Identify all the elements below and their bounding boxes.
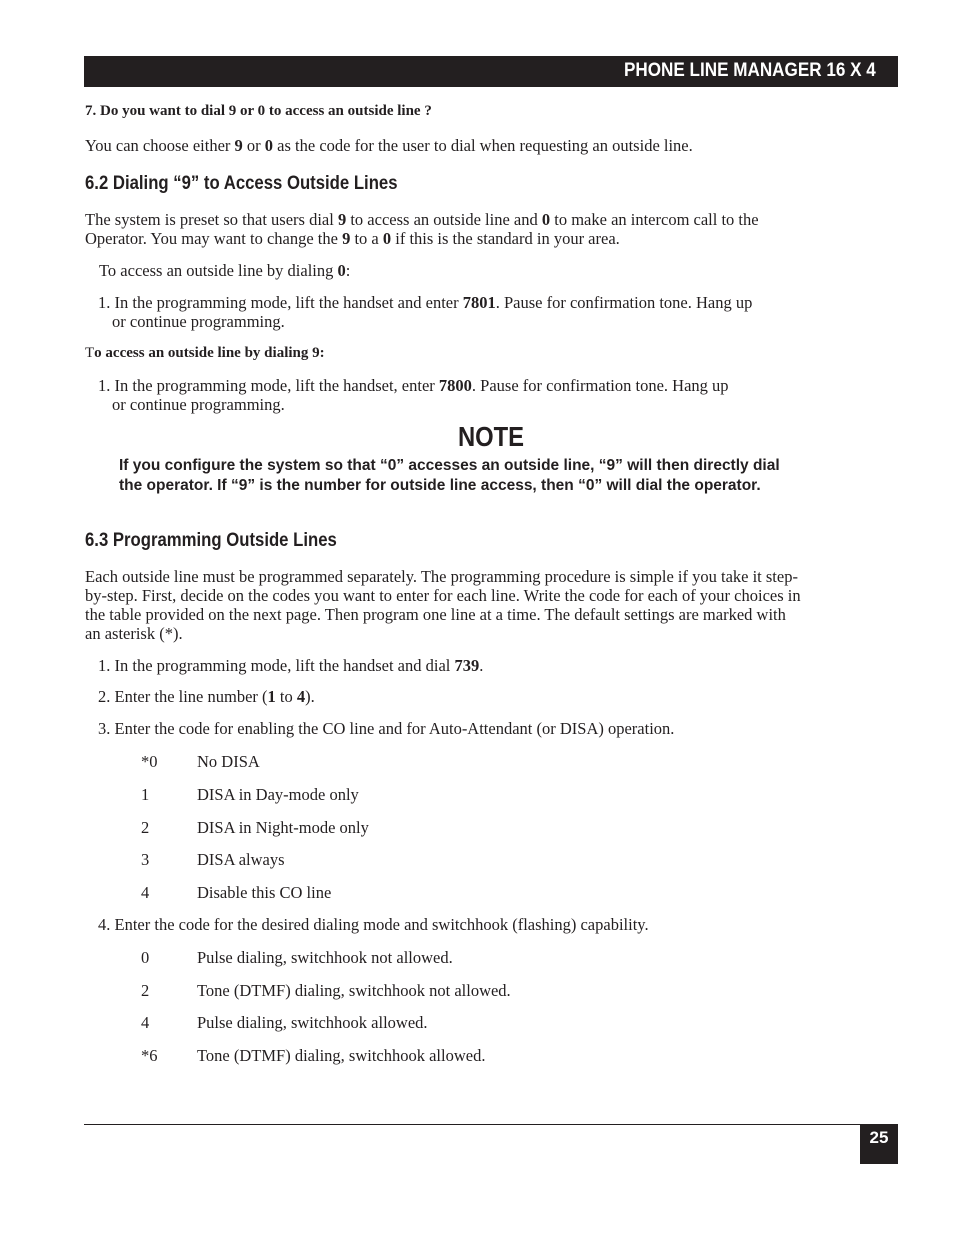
section-6-2-heading: 6.2 Dialing “9” to Access Outside Lines [85, 173, 398, 194]
option-text: Pulse dialing, switchhook allowed. [197, 1013, 428, 1032]
step-3: 3. Enter the code for enabling the CO line and for Auto-Attendant (or DISA) operation. [98, 719, 675, 738]
footer-rule [84, 1124, 898, 1125]
step-4: 4. Enter the code for the desired dialing mode and switchhook (flashing) capability. [98, 915, 649, 934]
option-code: 2 [141, 818, 150, 837]
option-code: 1 [141, 785, 150, 804]
dial-0-step: 1. In the programming mode, lift the handset and enter 7801. Pause for confirmation tone. Hang up or continue programming. [98, 293, 753, 331]
step-1: 1. In the programming mode, lift the handset and dial 739. [98, 656, 484, 675]
option-code: 0 [141, 948, 150, 967]
note-body: If you configure the system so that “0” accesses an outside line, “9” will then directly dial the operator. If “9” is the number for outside line access, then “0” will dial the operator. [119, 457, 780, 494]
option-text: DISA in Day-mode only [197, 785, 359, 804]
note-title: NOTE [457, 421, 525, 452]
option-code: 3 [141, 850, 150, 869]
header-bar [84, 56, 898, 87]
option-text: Pulse dialing, switchhook not allowed. [197, 948, 453, 967]
option-code: 4 [141, 1013, 150, 1032]
option-code: *0 [141, 752, 158, 771]
step-2: 2. Enter the line number (1 to 4). [98, 687, 315, 706]
option-text: DISA always [197, 850, 285, 869]
option-text: Disable this CO line [197, 883, 332, 902]
option-text: Tone (DTMF) dialing, switchhook not allowed. [197, 981, 511, 1000]
option-code: *6 [141, 1046, 158, 1065]
section-6-3-paragraph: Each outside line must be programmed separately. The programming procedure is simple if you take it step- by-step. First, decide on the codes you want to enter for each line. Write the code for each of your choices in the table provided on the next page. Then program one line at a time. The default settings are marked with an asterisk (*). [85, 567, 801, 643]
dial-9-step: 1. In the programming mode, lift the handset, enter 7800. Pause for confirmation tone. Hang up or continue programming. [98, 376, 729, 414]
question-7: 7. Do you want to dial 9 or 0 to access an outside line ? [85, 103, 432, 119]
dial-0-intro: To access an outside line by dialing 0: [99, 261, 351, 280]
option-code: 4 [141, 883, 150, 902]
header-title: PHONE LINE MANAGER 16 X 4 [624, 60, 876, 81]
option-text: Tone (DTMF) dialing, switchhook allowed. [197, 1046, 486, 1065]
section-6-2-paragraph: The system is preset so that users dial 9 to access an outside line and 0 to make an intercom call to the Operator. You may want to change the 9 to a 0 if this is the standard in your area. [85, 210, 759, 248]
option-text: DISA in Night-mode only [197, 818, 369, 837]
option-text: No DISA [197, 752, 260, 771]
page-number: 25 [860, 1125, 898, 1164]
dial-9-intro: To access an outside line by dialing 9: [85, 345, 325, 361]
option-code: 2 [141, 981, 150, 1000]
section-6-3-heading: 6.3 Programming Outside Lines [85, 530, 337, 551]
q7-answer: You can choose either 9 or 0 as the code for the user to dial when requesting an outside line. [85, 136, 693, 155]
